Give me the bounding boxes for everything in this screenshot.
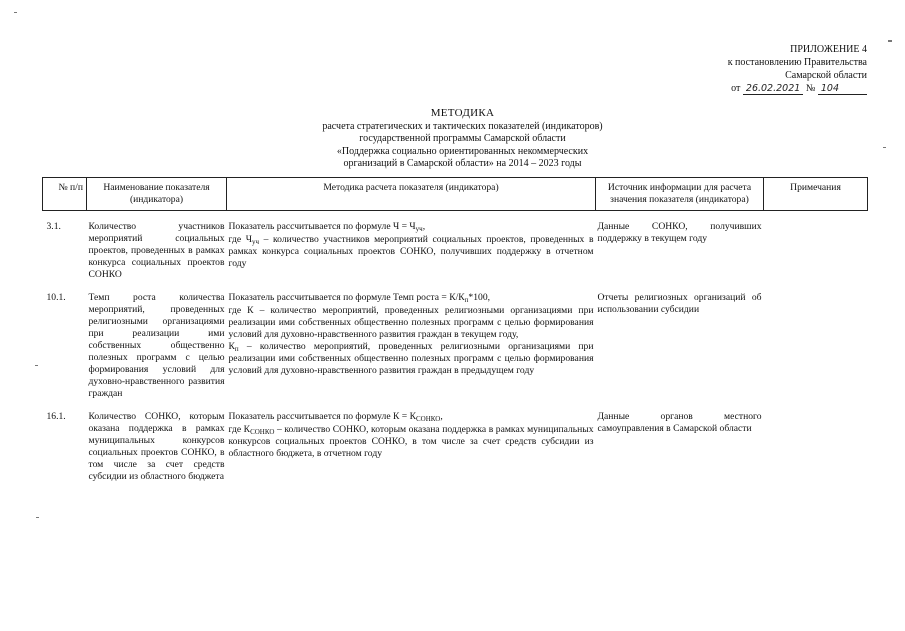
number-value: 104: [818, 83, 867, 95]
row-notes: [764, 221, 868, 281]
method-formula: Показатель рассчитывается по формуле Темп роста = $К/К_п*100$,: [228, 291, 491, 304]
document-title: [265, 107, 660, 171]
row-num: 16.1.: [46, 410, 66, 422]
method-formula: Показатель рассчитывается по формуле $Ч = Ч_{уч}$,: [228, 220, 426, 233]
row-source: Данные органов местного самоуправления в Самарской области: [597, 410, 762, 434]
header-source: Источник информации для расчета значения показателя (индикатора): [596, 178, 764, 211]
row-method: [227, 221, 596, 281]
date-prefix: от: [731, 83, 741, 95]
table-row: [43, 292, 868, 400]
row-num: 3.1.: [46, 220, 61, 232]
scan-speck: [14, 12, 17, 13]
row-indicator-name: Темп роста количества мероприятий, проведенных религиозными организациями при реализации ими собственных общественно полезных программ с целью формирования условий для духовно-нравственного развития граждан: [88, 291, 225, 399]
number-prefix: №: [805, 83, 816, 95]
appendix-date-line: [731, 83, 867, 96]
method-definition-current: где К – количество мероприятий, проведенных религиозными организациями при реализации ими собственных общественно полезных программ с целью формирования условий для духовно-нравственного развития граждан в текущем году,: [228, 304, 594, 340]
scan-speck: [36, 517, 39, 518]
method-definition: где $К_{СОНКО}$ – количество СОНКО, которым оказана поддержка в рамках муниципальных конкурсов социальных проектов СОНКО, в том числе за счет средств субсидии из областного бюджета, в отчетном году: [228, 423, 594, 460]
row-source: Данные СОНКО, получивших поддержку в текущем году: [597, 220, 762, 244]
title-line-2: государственной программы Самарской области: [359, 133, 566, 145]
row-notes: [764, 292, 868, 400]
header-num: № п/п: [43, 178, 87, 211]
appendix-resolution: к постановлению Правительства: [727, 56, 867, 68]
method-definition-previous: $К_п$ – количество мероприятий, проведенных религиозными организациями при реализации ими собственных общественно полезных программ с целью формирования условий для духовно-нравственного развития граждан в предыдущем году: [228, 340, 594, 377]
appendix-region: Самарской области: [785, 69, 867, 81]
title-line-1: расчета стратегических и тактических показателей (индикаторов): [322, 120, 603, 132]
appendix-heading: ПРИЛОЖЕНИЕ 4: [790, 44, 867, 55]
title-line-3: «Поддержка социально ориентированных некоммерческих: [336, 145, 589, 157]
row-indicator-name: Количество участников мероприятий социальных проектов, проведенных в рамках конкурса социальных проектов СОНКО: [88, 220, 225, 280]
method-formula: Показатель рассчитывается по формуле $К = К_{СОНКО}$,: [228, 410, 443, 423]
row-indicator-name: Количество СОНКО, которым оказана поддержка в рамках муниципальных конкурсов социальных проектов СОНКО, в том числе за счет средств субсидии из областного бюджета: [88, 410, 225, 482]
header-notes: Примечания: [764, 178, 868, 211]
scan-speck: [888, 40, 892, 42]
row-source: Отчеты религиозных организаций об использовании субсидии: [597, 291, 762, 315]
row-num: 10.1.: [46, 291, 66, 303]
scan-speck: [35, 365, 38, 366]
method-definition: где $Ч_{уч}$ – количество участников мероприятий социальных проектов, проведенных в рамках конкурса социальных проектов СОНКО, получивших поддержку в отчетном году: [228, 233, 594, 270]
methodology-table: [42, 177, 868, 483]
title-main: МЕТОДИКА: [430, 107, 495, 119]
header-name: Наименование показателя (индикатора): [87, 178, 227, 211]
table-header-row: [43, 178, 868, 211]
appendix-block: [728, 44, 867, 96]
date-value: 26.02.2021: [743, 83, 803, 95]
table-row: [43, 411, 868, 483]
header-method: Методика расчета показателя (индикатора): [227, 178, 596, 211]
table-row: [43, 221, 868, 281]
title-line-4: организаций в Самарской области» на 2014 – 2023 годы: [343, 158, 582, 170]
row-method: [227, 292, 596, 400]
row-method: [227, 411, 596, 483]
scan-speck: [883, 147, 886, 148]
row-notes: [764, 411, 868, 483]
